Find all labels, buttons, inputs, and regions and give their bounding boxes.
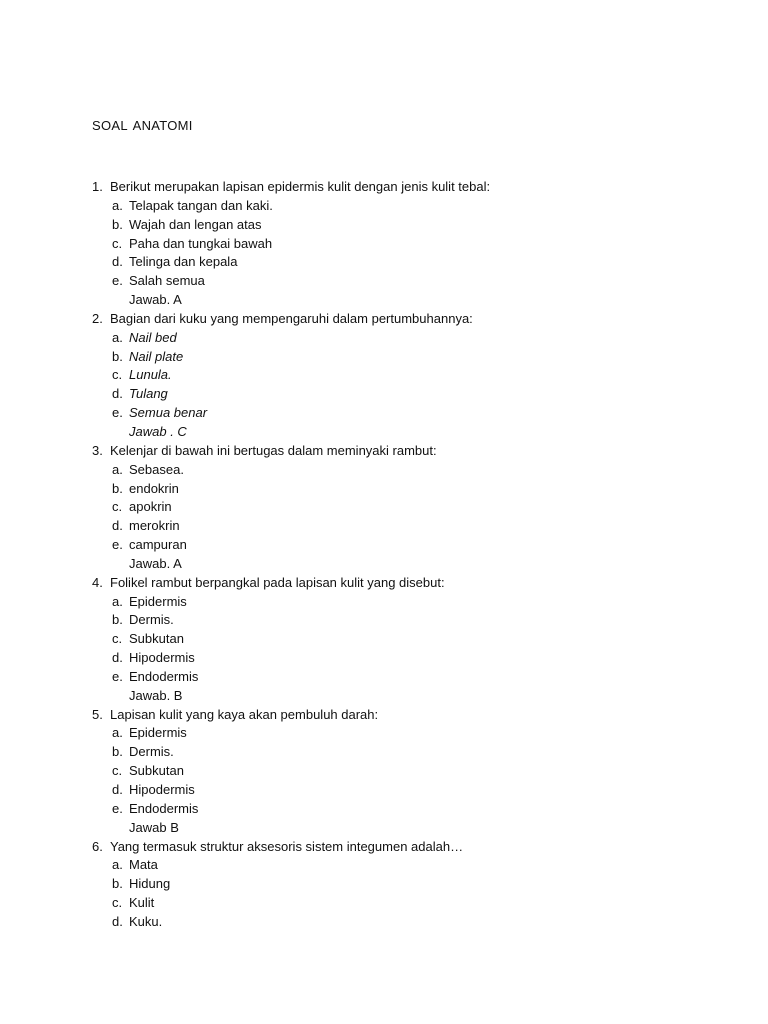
option-letter: b. bbox=[112, 216, 123, 232]
question-text: Kelenjar di bawah ini bertugas dalam meminyaki rambut: bbox=[110, 442, 437, 458]
question-1 bbox=[92, 178, 712, 197]
question-number: 2. bbox=[92, 310, 103, 326]
option-text: Endodermis bbox=[129, 800, 199, 816]
option-letter: b. bbox=[112, 876, 123, 892]
question-number: 3. bbox=[92, 442, 103, 458]
answer-option bbox=[92, 498, 712, 517]
option-letter: b. bbox=[112, 744, 123, 760]
option-text: Endodermis bbox=[129, 668, 199, 684]
answer-option bbox=[92, 272, 712, 291]
answer-option bbox=[92, 197, 712, 216]
option-letter: a. bbox=[112, 197, 123, 213]
answer-key-text: Jawab . C bbox=[129, 423, 187, 439]
option-text: Epidermis bbox=[129, 593, 187, 609]
answer-option bbox=[92, 480, 712, 499]
option-text: Tulang bbox=[129, 386, 168, 402]
option-letter: a. bbox=[112, 725, 123, 741]
option-letter: e. bbox=[112, 668, 123, 684]
option-text: Nail plate bbox=[129, 348, 184, 364]
option-text: Hipodermis bbox=[129, 650, 195, 666]
option-letter: a. bbox=[112, 461, 123, 477]
option-text: apokrin bbox=[129, 499, 172, 515]
option-letter: a. bbox=[112, 857, 123, 873]
answer-key bbox=[92, 555, 712, 574]
option-letter: d. bbox=[112, 254, 123, 270]
answer-option bbox=[92, 348, 712, 367]
answer-key bbox=[92, 423, 712, 442]
answer-option bbox=[92, 593, 712, 612]
answer-option bbox=[92, 649, 712, 668]
option-text: Semua benar bbox=[129, 405, 208, 421]
option-letter: d. bbox=[112, 913, 123, 929]
option-letter: b. bbox=[112, 348, 123, 364]
answer-option bbox=[92, 385, 712, 404]
option-text: Hidung bbox=[129, 876, 171, 892]
option-letter: c. bbox=[112, 499, 123, 515]
answer-option bbox=[92, 630, 712, 649]
answer-option bbox=[92, 536, 712, 555]
question-text: Yang termasuk struktur aksesoris sistem integumen adalah… bbox=[110, 838, 464, 854]
question-list bbox=[92, 178, 712, 932]
option-letter: c. bbox=[112, 763, 123, 779]
option-text: Hipodermis bbox=[129, 782, 195, 797]
option-text: campuran bbox=[129, 537, 187, 553]
answer-option bbox=[92, 800, 712, 819]
option-text: Telapak tangan dan kaki. bbox=[129, 197, 273, 213]
option-text: Dermis. bbox=[129, 744, 174, 760]
option-text: Kulit bbox=[129, 895, 155, 911]
option-text: Sebasea. bbox=[129, 461, 184, 477]
option-letter: a. bbox=[112, 593, 123, 609]
option-letter: c. bbox=[112, 895, 123, 911]
answer-option bbox=[92, 762, 712, 781]
answer-option bbox=[92, 743, 712, 762]
answer-key bbox=[92, 291, 712, 310]
answer-option bbox=[92, 517, 712, 536]
answer-option bbox=[92, 913, 712, 932]
answer-key bbox=[92, 819, 712, 838]
option-text: Lunula. bbox=[129, 367, 172, 383]
question-number: 5. bbox=[92, 706, 103, 722]
option-text: merokrin bbox=[129, 518, 180, 534]
option-letter: d. bbox=[112, 518, 123, 534]
option-letter: d. bbox=[112, 386, 123, 402]
answer-option bbox=[92, 611, 712, 630]
answer-key-text: Jawab. B bbox=[129, 687, 183, 703]
option-letter: b. bbox=[112, 612, 123, 628]
option-letter: e. bbox=[112, 800, 123, 816]
answer-key-text: Jawab. A bbox=[129, 292, 182, 308]
option-text: Salah semua bbox=[129, 273, 205, 289]
answer-option bbox=[92, 235, 712, 254]
question-number: 4. bbox=[92, 574, 103, 590]
answer-option bbox=[92, 404, 712, 423]
question-5 bbox=[92, 706, 712, 725]
question-text: Folikel rambut berpangkal pada lapisan kulit yang disebut: bbox=[110, 574, 445, 590]
option-text: Subkutan bbox=[129, 763, 184, 779]
option-text: Epidermis bbox=[129, 725, 187, 741]
question-text: Bagian dari kuku yang mempengaruhi dalam pertumbuhannya: bbox=[110, 310, 473, 326]
answer-option bbox=[92, 668, 712, 687]
answer-key-text: Jawab B bbox=[129, 819, 179, 835]
option-text: Kuku. bbox=[129, 913, 163, 929]
option-text: endokrin bbox=[129, 480, 179, 496]
question-4 bbox=[92, 574, 712, 593]
option-text: Telinga dan kepala bbox=[129, 254, 238, 270]
option-text: Nail bed bbox=[129, 329, 177, 345]
answer-option bbox=[92, 724, 712, 743]
answer-option bbox=[92, 781, 712, 800]
option-letter: a. bbox=[112, 329, 123, 345]
option-letter: b. bbox=[112, 480, 123, 496]
option-letter: c. bbox=[112, 235, 123, 251]
option-letter: c. bbox=[112, 367, 123, 383]
option-text: Subkutan bbox=[129, 631, 184, 647]
answer-option bbox=[92, 216, 712, 235]
answer-option bbox=[92, 253, 712, 272]
answer-key-text: Jawab. A bbox=[129, 555, 182, 571]
question-2 bbox=[92, 310, 712, 329]
option-text: Dermis. bbox=[129, 612, 174, 628]
answer-option bbox=[92, 875, 712, 894]
question-6 bbox=[92, 838, 712, 857]
answer-option bbox=[92, 461, 712, 480]
option-text: Mata bbox=[129, 857, 158, 873]
answer-option bbox=[92, 366, 712, 385]
option-letter: e. bbox=[112, 273, 123, 289]
option-text: Paha dan tungkai bawah bbox=[129, 235, 273, 251]
option-letter: d. bbox=[112, 782, 123, 797]
answer-option bbox=[92, 894, 712, 913]
answer-key bbox=[92, 687, 712, 706]
option-letter: e. bbox=[112, 537, 123, 553]
option-letter: d. bbox=[112, 650, 123, 666]
question-number: 6. bbox=[92, 838, 103, 854]
question-number: 1. bbox=[92, 179, 103, 194]
question-3 bbox=[92, 442, 712, 461]
answer-option bbox=[92, 329, 712, 348]
question-text: Berikut merupakan lapisan epidermis kulit dengan jenis kulit tebal: bbox=[110, 179, 491, 194]
option-letter: e. bbox=[112, 405, 123, 421]
option-text: Wajah dan lengan atas bbox=[129, 216, 262, 232]
question-text: Lapisan kulit yang kaya akan pembuluh darah: bbox=[110, 706, 379, 722]
document-title: SOAL ANATOMI bbox=[92, 118, 193, 133]
option-letter: c. bbox=[112, 631, 123, 647]
answer-option bbox=[92, 856, 712, 875]
